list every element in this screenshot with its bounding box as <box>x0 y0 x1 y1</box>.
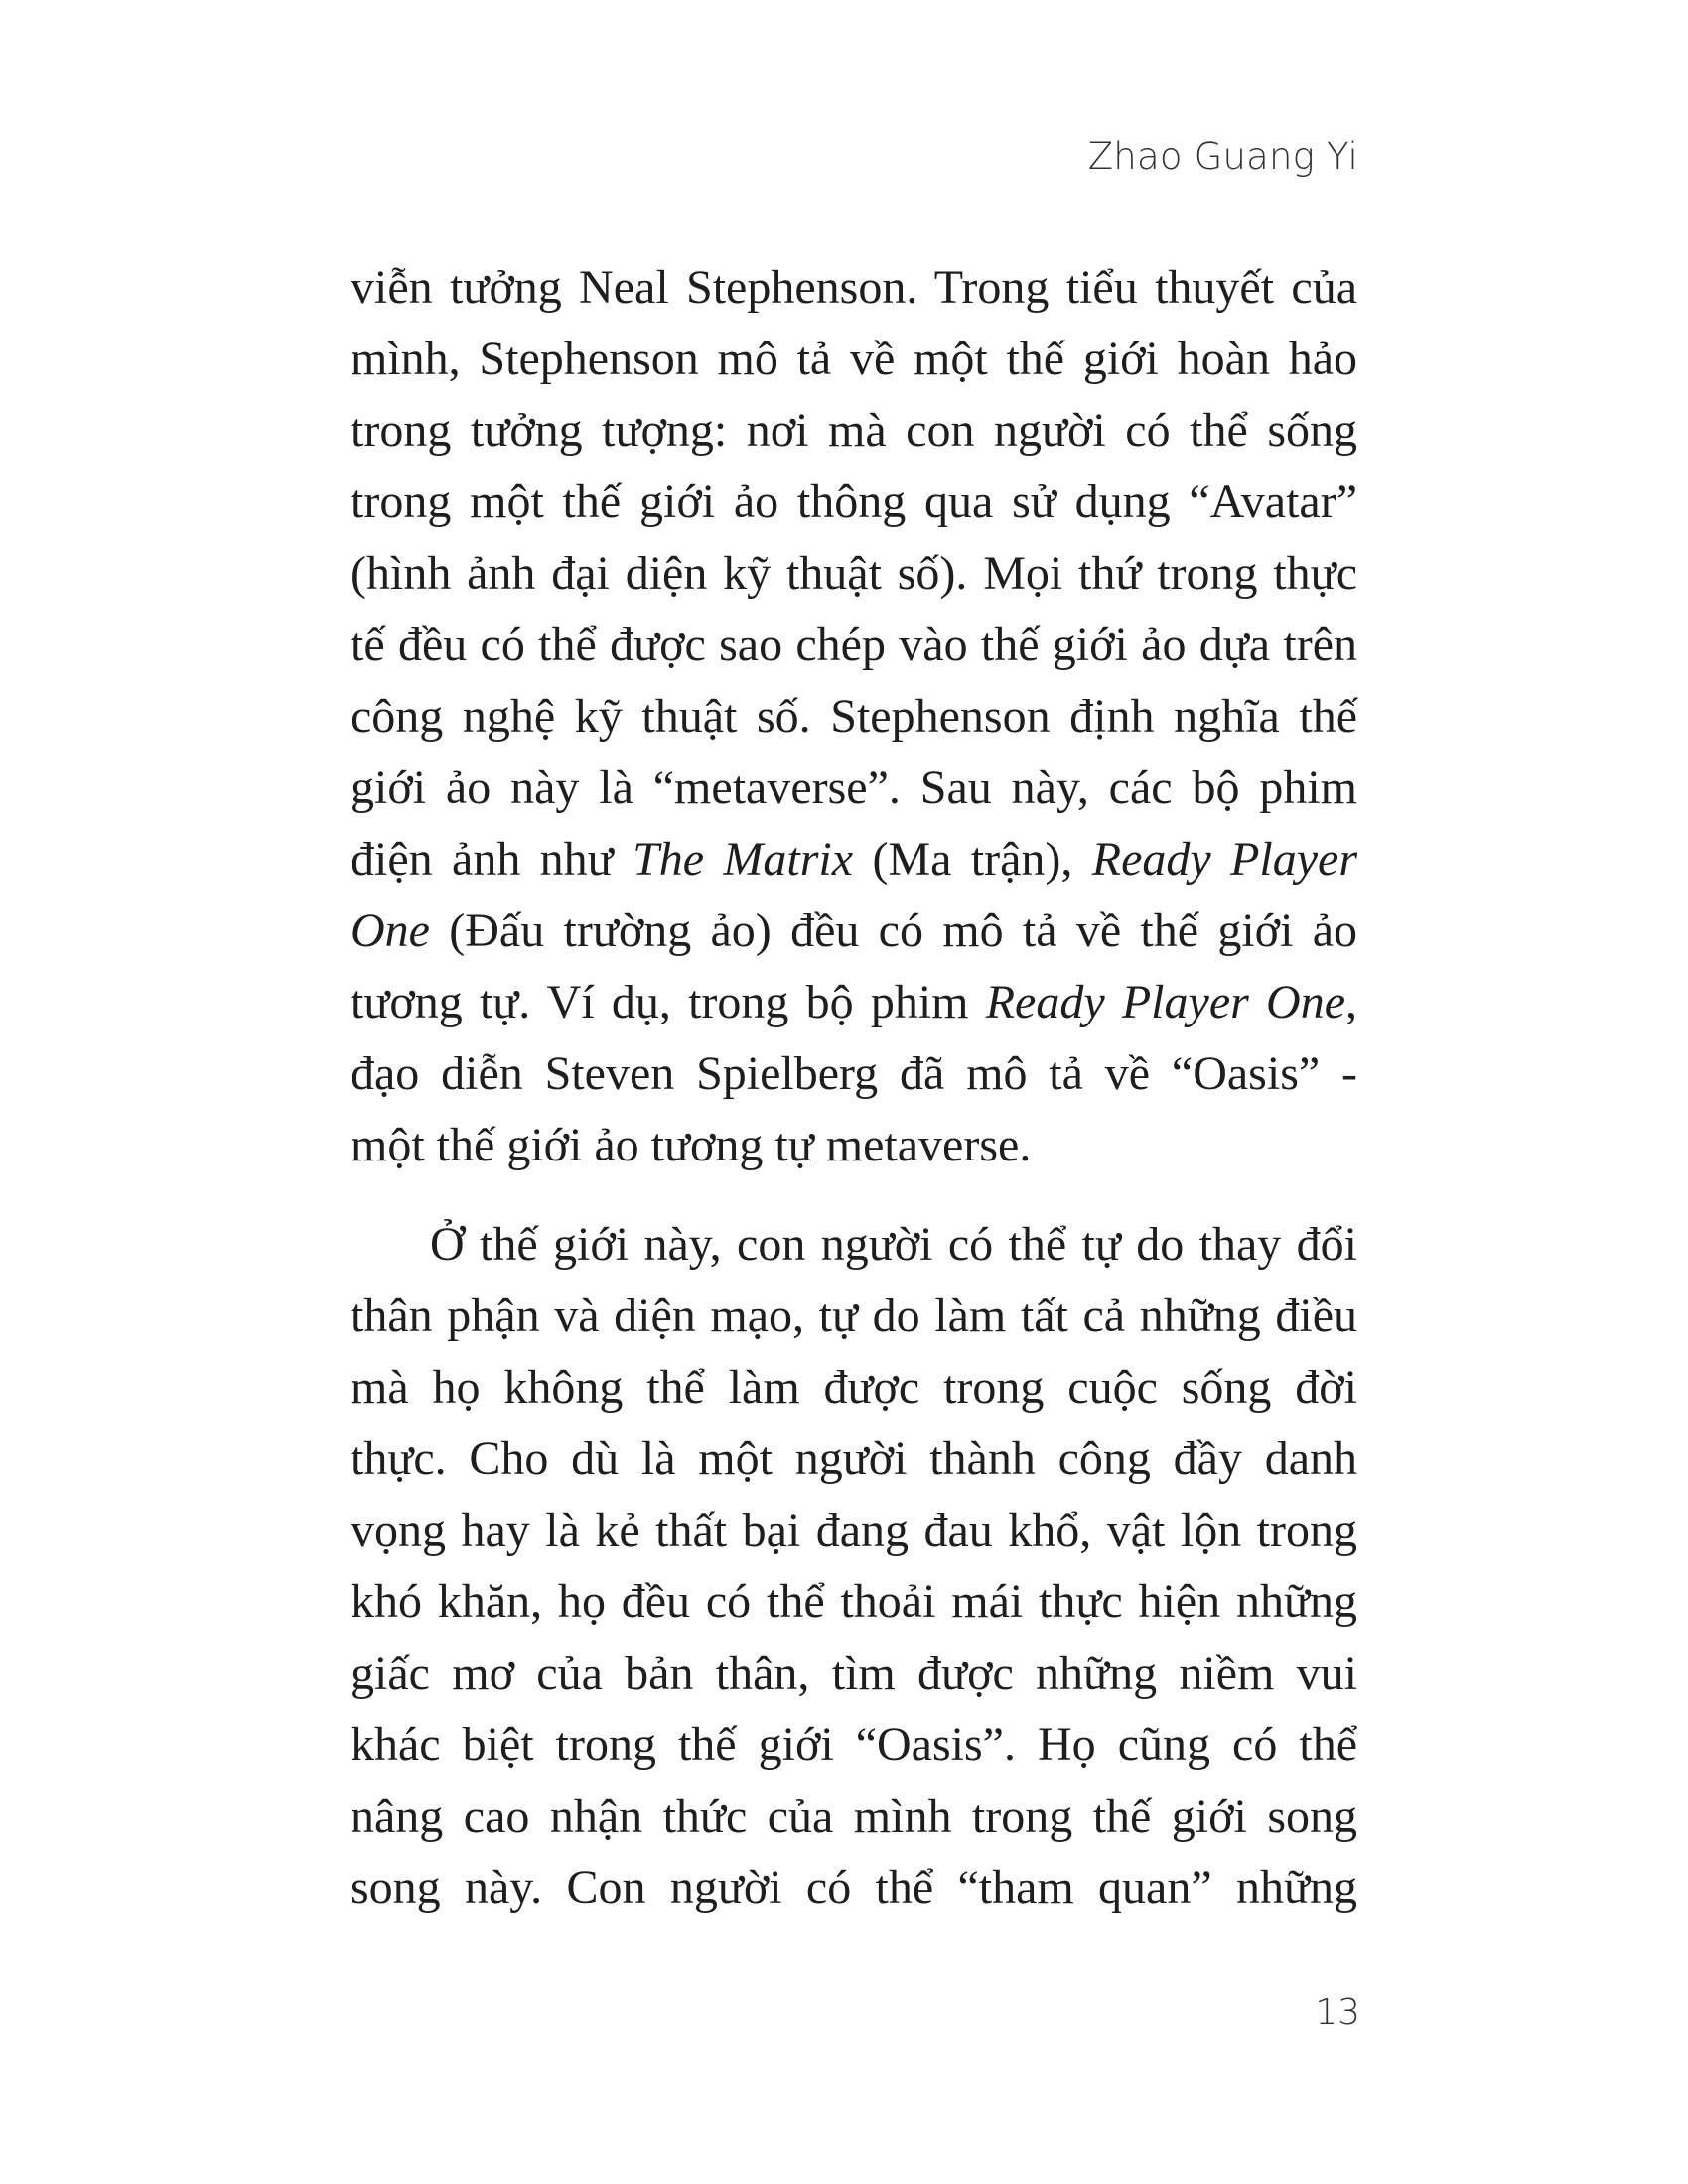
paragraph <box>351 1209 1357 1924</box>
italic-title-text: One <box>351 904 430 957</box>
text-line <box>351 1638 1357 1709</box>
text-line <box>351 824 1357 895</box>
text-line <box>351 1781 1357 1852</box>
text-run: mà họ không thể làm được trong cuộc sống đời <box>351 1361 1357 1414</box>
body-text <box>351 252 1357 1924</box>
text-line <box>351 681 1357 752</box>
text-line <box>351 1424 1357 1495</box>
text-line <box>351 967 1357 1038</box>
italic-title-text: Ready Player <box>1091 833 1358 886</box>
text-line <box>351 395 1357 467</box>
text-run: khác biệt trong thế giới “Oasis”. Họ cũng có thể <box>351 1718 1357 1771</box>
text-line <box>351 1852 1357 1924</box>
text-run: (Đấu trường ảo) đều có mô tả về thế giới ảo <box>429 904 1357 957</box>
italic-title-text: Ready Player One <box>985 976 1345 1028</box>
text-line <box>351 1281 1357 1352</box>
text-run: (hình ảnh đại diện kỹ thuật số). Mọi thứ trong thực <box>351 547 1357 600</box>
italic-title-text: The Matrix <box>633 833 854 886</box>
text-line <box>351 252 1357 324</box>
text-run: vọng hay là kẻ thất bại đang đau khổ, vật lộn trong <box>351 1504 1357 1557</box>
text-line <box>351 1709 1357 1781</box>
text-line <box>351 752 1357 824</box>
text-run: tế đều có thể được sao chép vào thế giới ảo dựa trên <box>351 618 1357 671</box>
text-run: nâng cao nhận thức của mình trong thế giới song <box>351 1790 1357 1843</box>
text-run: (Ma trận), <box>853 833 1092 886</box>
text-run: điện ảnh như <box>351 833 633 886</box>
text-run: Ở thế giới này, con người có thể tự do thay đổi <box>430 1218 1357 1271</box>
text-line <box>351 1495 1357 1567</box>
text-run: giấc mơ của bản thân, tìm được những niềm vui <box>351 1647 1357 1700</box>
text-run: tương tự. Ví dụ, trong bộ phim <box>351 976 986 1028</box>
text-line <box>351 324 1357 395</box>
text-line <box>351 1567 1357 1638</box>
text-run: mình, Stephenson mô tả về một thế giới hoàn hảo <box>351 333 1357 385</box>
text-run: công nghệ kỹ thuật số. Stephenson định nghĩa thế <box>351 690 1357 743</box>
text-line <box>351 610 1357 681</box>
paragraph <box>351 252 1357 1181</box>
text-run: khó khăn, họ đều có thể thoải mái thực hiện những <box>351 1575 1357 1628</box>
text-run: , <box>1345 976 1357 1028</box>
text-line <box>351 895 1357 967</box>
running-header: Zhao Guang Yi <box>1087 135 1358 178</box>
text-run: song này. Con người có thể “tham quan” những <box>351 1861 1357 1914</box>
text-line <box>351 538 1357 610</box>
text-line <box>351 1038 1357 1110</box>
text-run: đạo diễn Steven Spielberg đã mô tả về “Oasis” - <box>351 1047 1357 1100</box>
text-run: một thế giới ảo tương tự metaverse. <box>351 1119 1032 1171</box>
text-run: thân phận và diện mạo, tự do làm tất cả những điều <box>351 1290 1357 1342</box>
text-run: thực. Cho dù là một người thành công đầy danh <box>351 1433 1357 1485</box>
text-line <box>351 467 1357 538</box>
text-run: giới ảo này là “metaverse”. Sau này, các bộ phim <box>351 761 1357 814</box>
text-line <box>351 1352 1357 1424</box>
text-run: trong tưởng tượng: nơi mà con người có thể sống <box>351 404 1357 457</box>
page-number: 13 <box>1315 1992 1360 2033</box>
text-run: trong một thế giới ảo thông qua sử dụng “Avatar” <box>351 476 1357 528</box>
text-line <box>351 1110 1357 1181</box>
text-line <box>351 1209 1357 1281</box>
text-run: viễn tưởng Neal Stephenson. Trong tiểu thuyết của <box>351 261 1357 314</box>
